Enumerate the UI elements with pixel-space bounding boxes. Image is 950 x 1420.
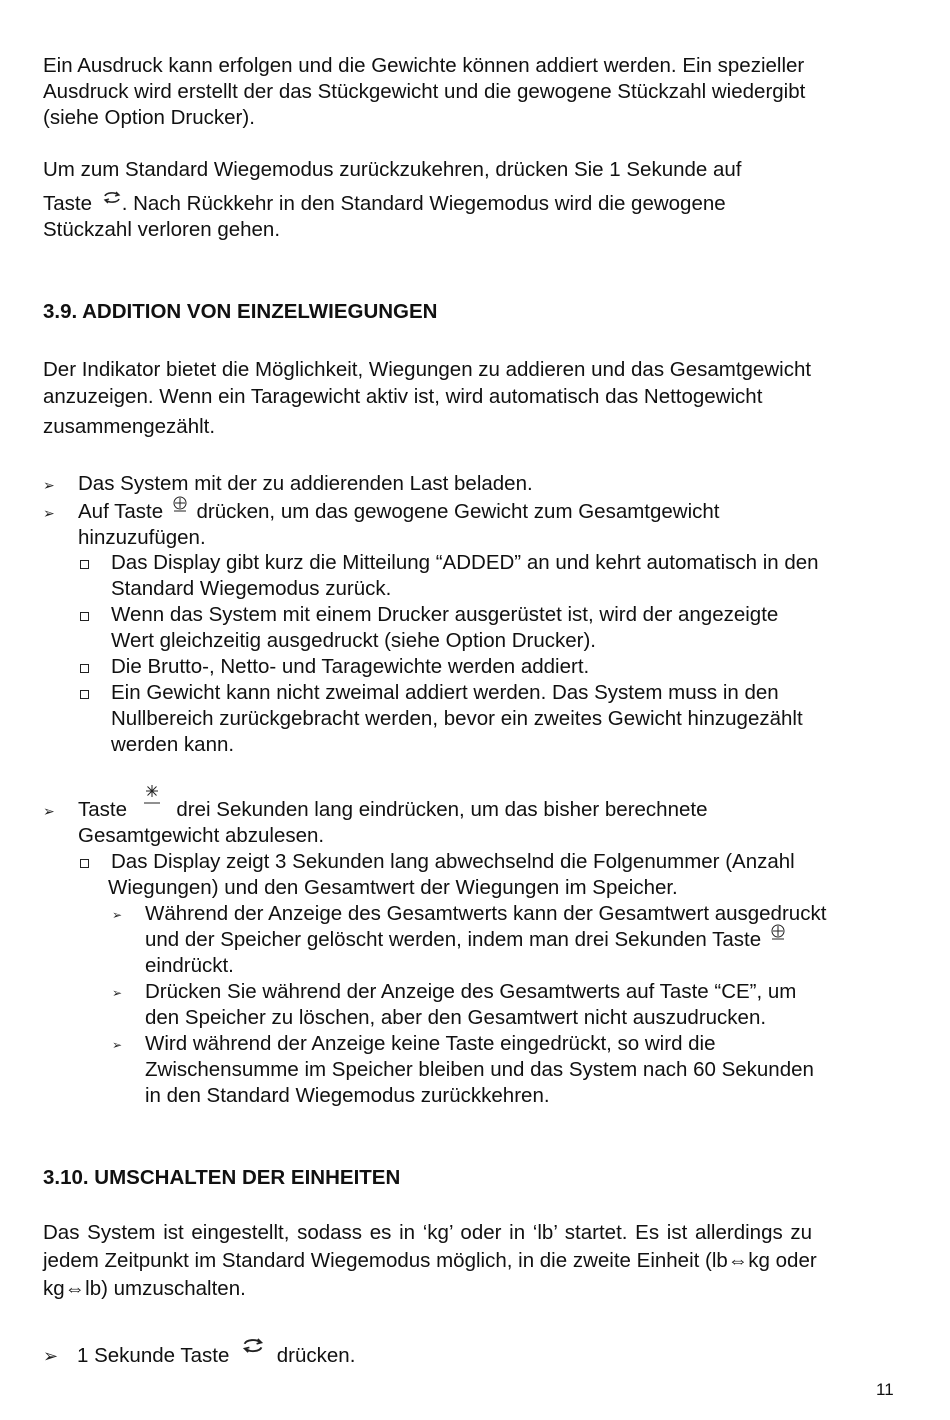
s39-child-2-line-1: Drücken Sie während der Anzeige des Gesamtwerts auf Taste “CE”, um bbox=[145, 980, 797, 1003]
section-3-9-heading: 3.9. ADDITION VON EINZELWIEGUNGEN bbox=[43, 300, 438, 323]
s310-bullet-1-text: drücken. bbox=[276, 1344, 356, 1367]
s39-sub-1-line-2: Standard Wiegemodus zurück. bbox=[111, 577, 392, 600]
intro-line-3: (siehe Option Drucker). bbox=[43, 106, 255, 129]
s39-child-1-text: und der Speicher gelöscht werden, indem man drei Sekunden Taste bbox=[145, 928, 762, 951]
square-bullet-icon bbox=[80, 560, 89, 569]
s310-para-line-3: kg⇔lb) umzuschalten. bbox=[43, 1277, 246, 1300]
intro-line-2: Ausdruck wird erstellt der das Stückgewicht und die gewogene Stückzahl wiedergibt bbox=[43, 80, 806, 103]
s39-para-line-3: zusammengezählt. bbox=[43, 415, 216, 438]
s39-bullet-2-taste: Auf Taste bbox=[78, 500, 164, 523]
section-3-10-heading: 3.10. UMSCHALTEN DER EINHEITEN bbox=[43, 1166, 401, 1189]
s39-bullet-1: Das System mit der zu addierenden Last beladen. bbox=[78, 472, 533, 495]
intro-line-5 bbox=[43, 191, 726, 217]
s39-child-2-line-2: den Speicher zu löschen, aber den Gesamtwert nicht auszudrucken. bbox=[145, 1006, 767, 1029]
s39-bullet-3-text: drei Sekunden lang eindrücken, um das bisher berechnete bbox=[176, 798, 708, 821]
s39-bullet-2-text: drücken, um das gewogene Gewicht zum Gesamtgewicht bbox=[196, 500, 720, 523]
s39-sub-5-line-1: Das Display zeigt 3 Sekunden lang abwechselnd die Folgenummer (Anzahl bbox=[111, 850, 795, 873]
accumulate-key-icon bbox=[141, 783, 163, 814]
s310-bullet-1 bbox=[77, 1343, 355, 1369]
intro-line-6: Stückzahl verloren gehen. bbox=[43, 218, 281, 241]
s39-bullet-2-cont: hinzuzufügen. bbox=[78, 526, 206, 549]
s310-bullet-1-taste: 1 Sekunde Taste bbox=[77, 1344, 230, 1367]
units-switch-icon bbox=[241, 1335, 265, 1361]
arrow-bullet-icon: ➢ bbox=[43, 477, 55, 493]
s39-sub-4-line-2: Nullbereich zurückgebracht werden, bevor ein zweites Gewicht hinzugezählt bbox=[111, 707, 803, 730]
s39-child-1-line-3: eindrückt. bbox=[145, 954, 234, 977]
arrow-bullet-icon: ➢ bbox=[112, 986, 123, 1000]
s39-sub-5-line-2: Wiegungen) und den Gesamtwert der Wiegungen im Speicher. bbox=[108, 876, 678, 899]
page-number: 11 bbox=[876, 1380, 894, 1399]
intro-line-4: Um zum Standard Wiegemodus zurückzukehren, drücken Sie 1 Sekunde auf bbox=[43, 158, 742, 181]
s39-para-line-1: Der Indikator bietet die Möglichkeit, Wiegungen zu addieren und das Gesamtgewicht bbox=[43, 358, 812, 381]
s39-sub-3: Die Brutto-, Netto- und Taragewichte werden addiert. bbox=[111, 655, 590, 678]
print-key-icon bbox=[769, 922, 787, 948]
arrow-bullet-icon: ➢ bbox=[112, 908, 123, 922]
intro-taste-label: Taste bbox=[43, 192, 92, 215]
s39-bullet-3-cont: Gesamtgewicht abzulesen. bbox=[78, 824, 325, 847]
print-key-icon bbox=[171, 494, 189, 520]
s39-child-3-line-3: in den Standard Wiegemodus zurückkehren. bbox=[145, 1084, 550, 1107]
square-bullet-icon bbox=[80, 690, 89, 699]
s39-sub-1-line-1: Das Display gibt kurz die Mitteilung “ADDED” an und kehrt automatisch in den bbox=[111, 551, 819, 574]
intro-return-text: . Nach Rückkehr in den Standard Wiegemodus wird die gewogene bbox=[121, 192, 726, 215]
arrow-bullet-icon: ➢ bbox=[43, 1346, 59, 1366]
square-bullet-icon bbox=[80, 664, 89, 673]
s39-child-3-line-1: Wird während der Anzeige keine Taste eingedrückt, so wird die bbox=[145, 1032, 716, 1055]
s39-sub-4-line-1: Ein Gewicht kann nicht zweimal addiert werden. Das System muss in den bbox=[111, 681, 779, 704]
s310-para-line-2: jedem Zeitpunkt im Standard Wiegemodus möglich, in die zweite Einheit (lb⇔kg oder bbox=[43, 1249, 817, 1272]
intro-line-1: Ein Ausdruck kann erfolgen und die Gewichte können addiert werden. Ein spezieller bbox=[43, 54, 805, 77]
square-bullet-icon bbox=[80, 859, 89, 868]
square-bullet-icon bbox=[80, 612, 89, 621]
s39-bullet-2 bbox=[78, 499, 720, 525]
s39-sub-2-line-2: Wert gleichzeitig ausgedruckt (siehe Option Drucker). bbox=[111, 629, 596, 652]
s39-bullet-3 bbox=[78, 797, 707, 823]
s39-sub-4-line-3: werden kann. bbox=[111, 733, 235, 756]
arrow-bullet-icon: ➢ bbox=[43, 505, 55, 521]
s39-bullet-3-taste: Taste bbox=[78, 798, 127, 821]
s39-sub-2-line-1: Wenn das System mit einem Drucker ausgerüstet ist, wird der angezeigte bbox=[111, 603, 779, 626]
s310-para-line-1: Das System ist eingestellt, sodass es in ‘kg’ oder in ‘lb’ startet. Es ist allerdings zu bbox=[43, 1221, 813, 1244]
s39-para-line-2: anzuzeigen. Wenn ein Taragewicht aktiv ist, wird automatisch das Nettogewicht bbox=[43, 385, 763, 408]
units-switch-icon bbox=[102, 185, 122, 211]
arrow-bullet-icon: ➢ bbox=[112, 1038, 123, 1052]
arrow-bullet-icon: ➢ bbox=[43, 803, 55, 819]
s39-child-1-line-2 bbox=[145, 927, 787, 953]
s39-child-3-line-2: Zwischensumme im Speicher bleiben und das System nach 60 Sekunden bbox=[145, 1058, 814, 1081]
s39-child-1-line-1: Während der Anzeige des Gesamtwerts kann der Gesamtwert ausgedruckt bbox=[145, 902, 827, 925]
